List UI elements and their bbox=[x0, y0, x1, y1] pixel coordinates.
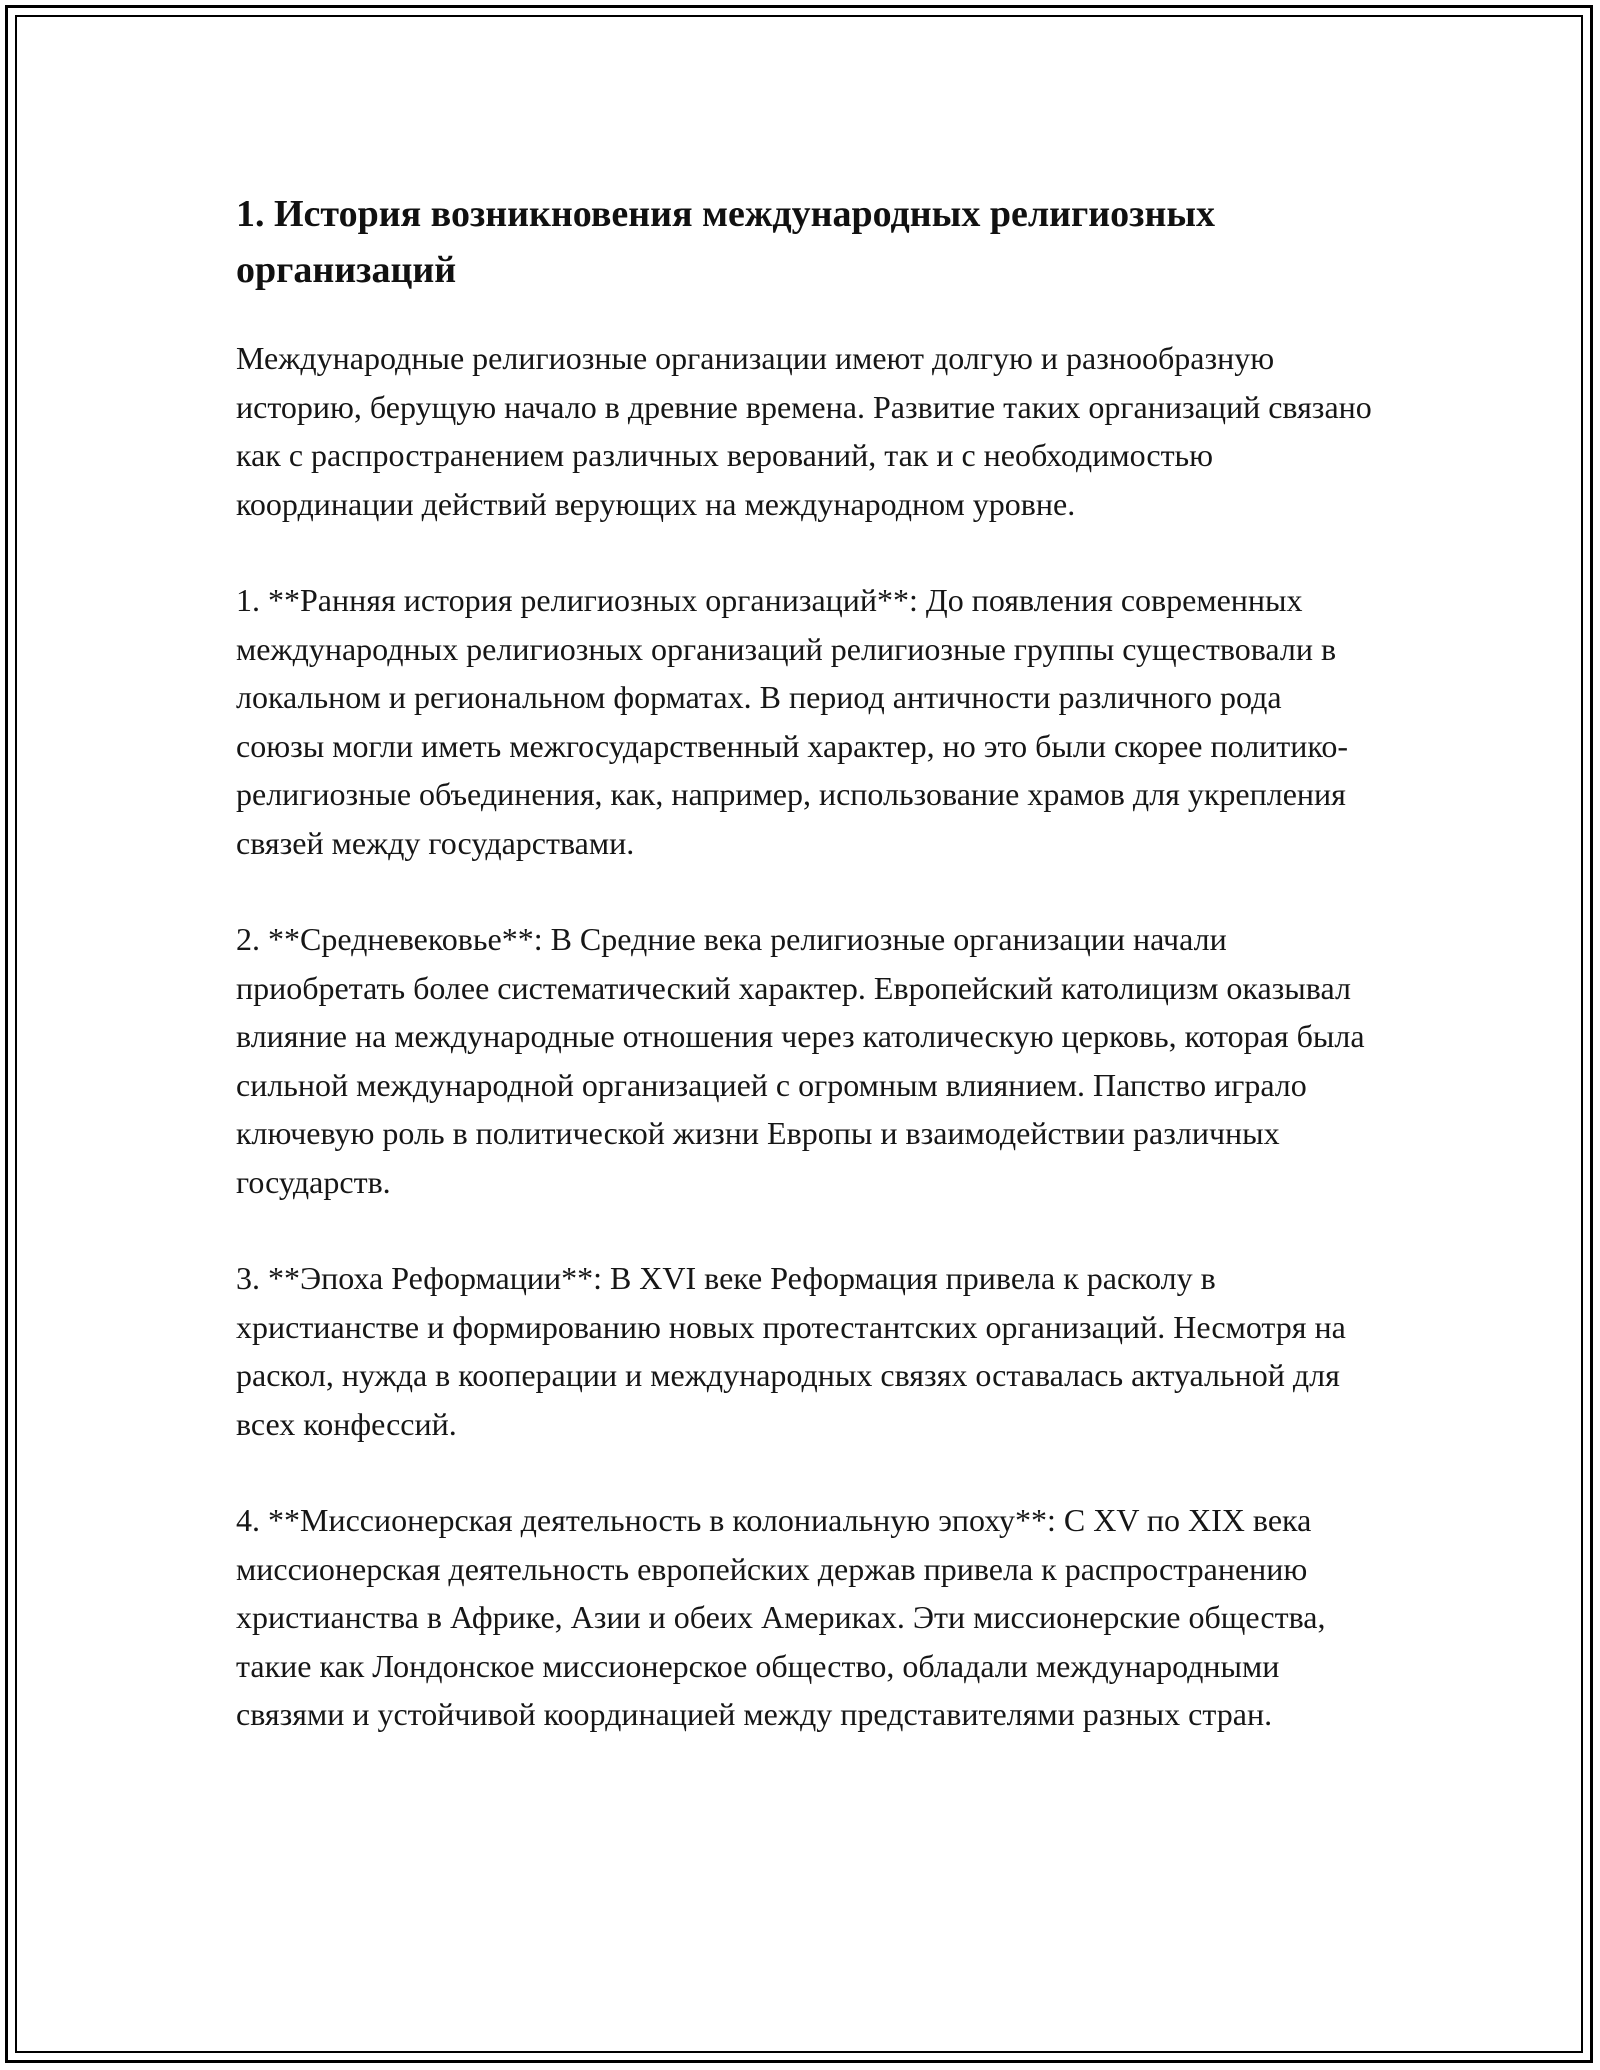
paragraph-reformation: 3. **Эпоха Реформации**: В XVI веке Реформация привела к расколу в христианстве и формированию новых протестантских организаций. Несмотря на раскол, нужда в кооперации и международных связях оставалась актуальной для всех конфессий. bbox=[236, 1260, 1346, 1442]
paragraph-missionary: 4. **Миссионерская деятельность в колониальную эпоху**: С XV по XIX века миссионерская деятельность европейских держав привела к распространению христианства в Африке, Азии и обеих Америках. Эти миссионерские общества, такие как Лондонское миссионерское общество, обладали международными связями и устойчивой координацией между представителями разных стран. bbox=[236, 1502, 1326, 1732]
intro-paragraph: Международные религиозные организации имеют долгую и разнообразную историю, берущую начало в древние времена. Развитие таких организаций связано как с распространением различных верований, так и с необходимостью координации действий верующих на международном уровне. bbox=[236, 340, 1372, 522]
paragraph-early-history: 1. **Ранняя история религиозных организаций**: До появления современных международных религиозных организаций религиозные группы существовали в локальном и региональном форматах. В период античности различного рода союзы могли иметь межгосударственный характер, но это были скорее политико-религиозные объединения, как, например, использование храмов для укрепления связей между государствами. bbox=[236, 582, 1348, 861]
section-heading: 1. История возникновения международных религиозных организаций bbox=[236, 193, 1216, 291]
document-body bbox=[236, 186, 1376, 1787]
paragraph-middle-ages: 2. **Средневековье**: В Средние века религиозные организации начали приобретать более систематический характер. Европейский католицизм оказывал влияние на международные отношения через католическую церковь, которая была сильной международной организацией с огромным влиянием. Папство играло ключевую роль в политической жизни Европы и взаимодействии различных государств. bbox=[236, 921, 1365, 1200]
